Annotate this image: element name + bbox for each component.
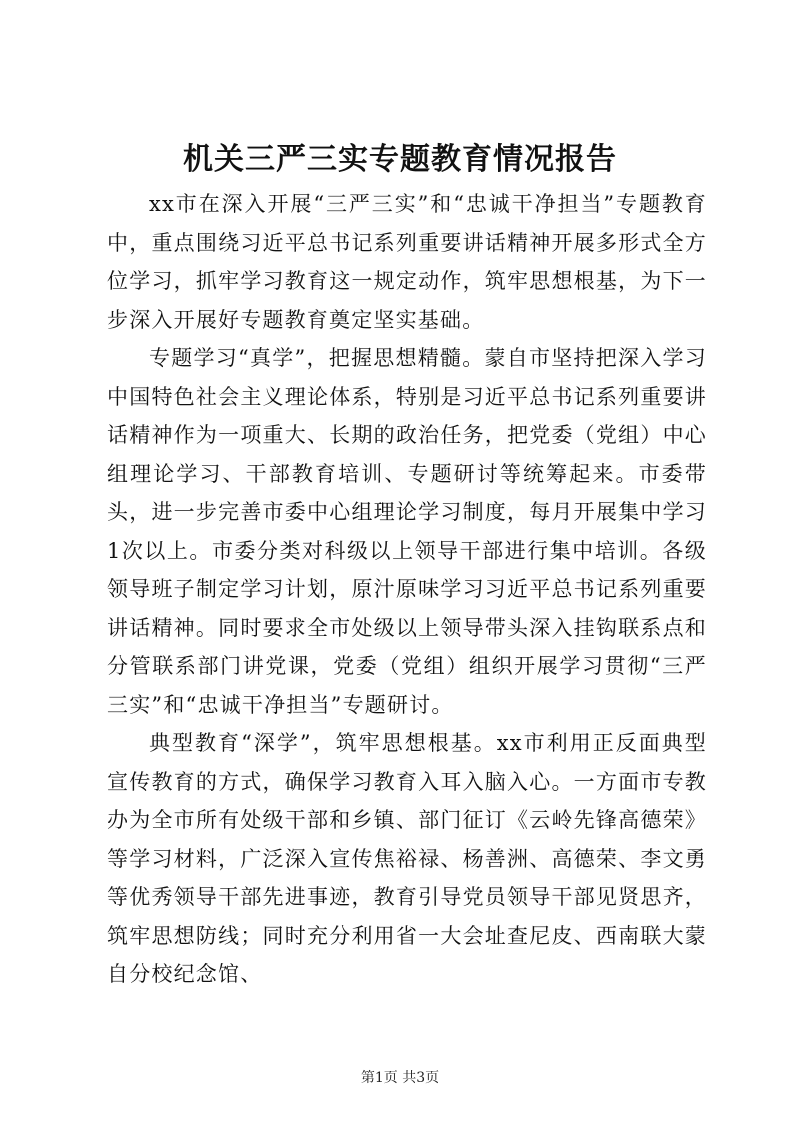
document-title: 机关三严三实专题教育情况报告 <box>183 142 617 177</box>
paragraph-study: 专题学习“真学”，把握思想精髓。蒙自市坚持把深入学习中国特色社会主义理论体系，特别是习近平总书记系列重要讲话精神作为一项重大、长期的政治任务，把党委（党组）中心组理论学习、干部教育培训、专题研讨等统筹起来。市委带头，进一步完善市委中心组理论学习制度，每月开展集中学习1次以上。市委分类对科级以上领导干部进行集中培训。各级领导班子制定学习计划，原汁原味学习习近平总书记系列重要讲话精神。同时要求全市处级以上领导带头深入挂钩联系点和分管联系部门讲党课，党委（党组）组织开展学习贯彻“三严三实”和“忠诚干净担当”专题研讨。 <box>107 346 707 717</box>
paragraph-intro: xx市在深入开展“三严三实”和“忠诚干净担当”专题教育中，重点围绕习近平总书记系列重要讲话精神开展多形式全方位学习，抓牢学习教育这一规定动作，筑牢思想根基，为下一步深入开展好专题教育奠定坚实基础。 <box>107 192 707 332</box>
document-body <box>107 185 707 994</box>
paragraph-typical-education: 典型教育“深学”，筑牢思想根基。xx市利用正反面典型宣传教育的方式，确保学习教育入耳入脑入心。一方面市专教办为全市所有处级干部和乡镇、部门征订《云岭先锋高德荣》等学习材料，广泛深入宣传焦裕禄、杨善洲、高德荣、李文勇等优秀领导干部先进事迹，教育引导党员领导干部见贤思齐，筑牢思想防线；同时充分利用省一大会址查尼皮、西南联大蒙自分校纪念馆、 <box>107 731 707 986</box>
page-number-footer: 第1页 共3页 <box>360 1070 440 1086</box>
